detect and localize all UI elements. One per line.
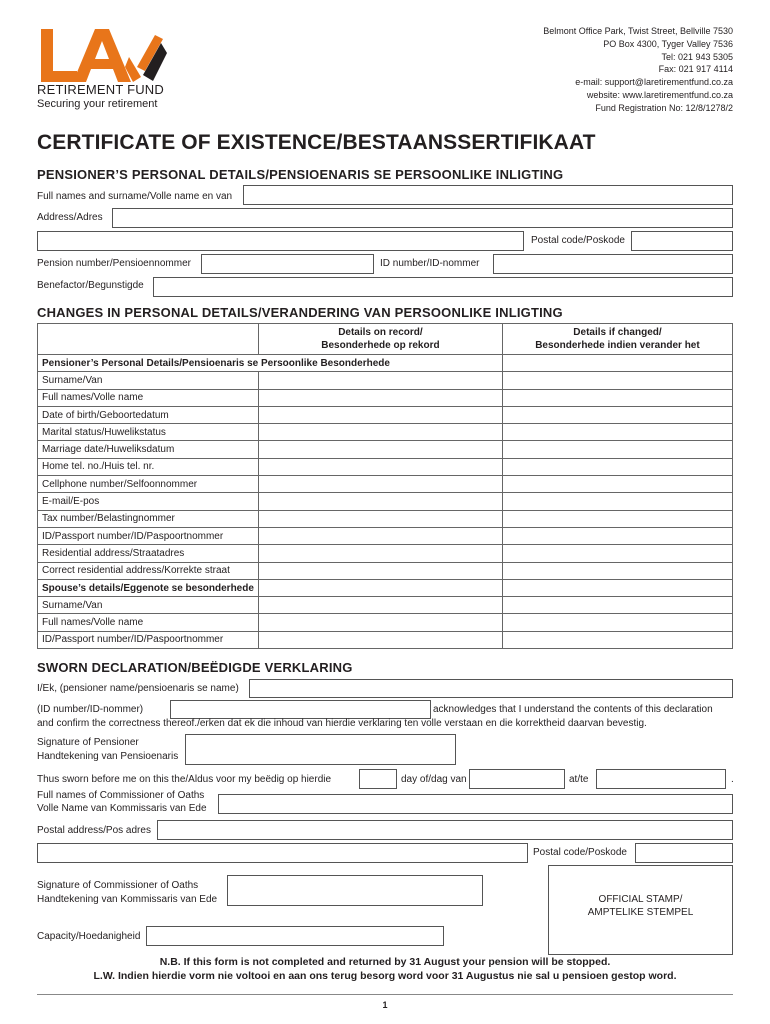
beneficiary-input[interactable] <box>153 277 733 297</box>
row-label: Correct residential address/Korrekte straat <box>38 562 259 579</box>
sworn-heading: SWORN DECLARATION/BEËDIGDE VERKLARING <box>37 660 353 675</box>
row-label: Tax number/Belastingnommer <box>38 510 259 527</box>
row-label: Surname/Van <box>38 597 259 614</box>
commissioner-label-2: Volle Name van Kommissaris van Ede <box>37 803 207 814</box>
changed-cell[interactable] <box>502 562 732 579</box>
section-pensioner-label: Pensioner’s Personal Details/Pensioenaris se Persoonlike Besonderhede <box>38 355 503 372</box>
changed-cell[interactable] <box>502 372 732 389</box>
row-label: Date of birth/Geboortedatum <box>38 406 259 423</box>
sworn-postal-code-label: Postal code/Poskode <box>533 847 627 858</box>
table-row <box>38 631 733 648</box>
section-spouse-blank <box>258 579 502 596</box>
changed-cell[interactable] <box>502 406 732 423</box>
record-cell[interactable] <box>258 476 502 493</box>
row-label: ID/Passport number/ID/Paspoortnommer <box>38 631 259 648</box>
pensioner-name-label: I/Ek, (pensioner name/pensioenaris se name) <box>37 683 239 694</box>
address-input-line2[interactable] <box>37 231 524 251</box>
changed-cell[interactable] <box>502 510 732 527</box>
table-row <box>38 424 733 441</box>
postal-address-input-line1[interactable] <box>157 820 733 840</box>
contact-po-box: PO Box 4300, Tyger Valley 7536 <box>603 38 733 49</box>
id-number-label: ID number/ID-nommer <box>380 258 480 269</box>
address-label: Address/Adres <box>37 212 103 223</box>
record-cell[interactable] <box>258 424 502 441</box>
sworn-id-input[interactable] <box>170 700 431 719</box>
changes-heading: CHANGES IN PERSONAL DETAILS/VERANDERING VAN PERSOONLIKE INLIGTING <box>37 305 563 320</box>
table-row <box>38 389 733 406</box>
stamp-label-2: AMPTELIKE STEMPEL <box>587 907 694 918</box>
row-label: E-mail/E-pos <box>38 493 259 510</box>
row-label: Surname/Van <box>38 372 259 389</box>
page-number: 1 <box>382 1000 388 1010</box>
changes-table <box>37 323 733 649</box>
footer-divider <box>37 994 733 995</box>
day-of-label: day of/dag van <box>401 774 467 785</box>
personal-heading: PENSIONER’S PERSONAL DETAILS/PENSIOENARIS SE PERSOONLIKE INLIGTING <box>37 167 564 182</box>
address-input-line1[interactable] <box>112 208 733 228</box>
changed-cell[interactable] <box>502 458 732 475</box>
record-cell[interactable] <box>258 441 502 458</box>
confirm-text: and confirm the correctness thereof./erken dat ek die inhoud van hierdie verklaring ten volle verstaan en die korrektheid daarvan bevestig. <box>37 718 647 729</box>
sworn-id-label: (ID number/ID-nommer) <box>37 704 144 715</box>
header-record-line2: Besonderhede op rekord <box>321 340 440 351</box>
place-input[interactable] <box>596 769 726 789</box>
record-cell[interactable] <box>258 631 502 648</box>
sig-pensioner-input[interactable] <box>185 734 456 765</box>
capacity-label: Capacity/Hoedanigheid <box>37 931 141 942</box>
header-changed-line2: Besonderhede indien verander het <box>535 340 700 351</box>
changed-cell[interactable] <box>502 597 732 614</box>
row-label: Full names/Volle name <box>38 389 259 406</box>
header-record-line1: Details on record/ <box>338 327 423 338</box>
section-spouse-label: Spouse’s details/Eggenote se besonderhede <box>38 579 259 596</box>
postal-code-label: Postal code/Poskode <box>531 235 625 246</box>
at-label: at/te <box>569 774 589 785</box>
logo-name: RETIREMENT FUND <box>37 82 164 97</box>
sig-pensioner-label-2: Handtekening van Pensioenaris <box>37 751 179 762</box>
stamp-label-1: OFFICIAL STAMP/ <box>598 894 683 905</box>
record-cell[interactable] <box>258 510 502 527</box>
contact-email: e-mail: support@laretirementfund.co.za <box>575 77 733 88</box>
table-row <box>38 562 733 579</box>
changed-cell[interactable] <box>502 424 732 441</box>
logo-tagline: Securing your retirement <box>37 98 158 110</box>
sig-commissioner-label-1: Signature of Commissioner of Oaths <box>37 880 199 891</box>
id-number-input[interactable] <box>493 254 733 274</box>
header-changed-line1: Details if changed/ <box>573 327 662 338</box>
thus-sworn-label: Thus sworn before me on this the/Aldus voor my beëdig op hierdie <box>37 774 332 785</box>
changed-cell[interactable] <box>502 389 732 406</box>
section-spouse-row <box>38 579 733 596</box>
pension-number-label: Pension number/Pensioennommer <box>37 258 191 269</box>
row-label: Marriage date/Huweliksdatum <box>38 441 259 458</box>
table-row <box>38 597 733 614</box>
sig-commissioner-label-2: Handtekening van Kommissaris van Ede <box>37 894 218 905</box>
postal-code-input[interactable] <box>631 231 733 251</box>
record-cell[interactable] <box>258 406 502 423</box>
row-label: ID/Passport number/ID/Paspoortnommer <box>38 527 259 544</box>
table-row <box>38 510 733 527</box>
day-input[interactable] <box>359 769 397 789</box>
record-cell[interactable] <box>258 372 502 389</box>
changed-cell[interactable] <box>502 441 732 458</box>
record-cell[interactable] <box>258 545 502 562</box>
table-row <box>38 614 733 631</box>
commissioner-name-input[interactable] <box>218 794 733 814</box>
page-title: CERTIFICATE OF EXISTENCE/BESTAANSSERTIFIKAAT <box>37 131 596 154</box>
table-row <box>38 406 733 423</box>
table-row <box>38 527 733 544</box>
changed-cell[interactable] <box>502 493 732 510</box>
contact-fax: Fax: 021 917 4114 <box>658 64 733 75</box>
changed-cell[interactable] <box>502 527 732 544</box>
contact-website: website: www.laretirementfund.co.za <box>586 89 733 100</box>
capacity-input[interactable] <box>146 926 444 946</box>
sig-pensioner-label-1: Signature of Pensioner <box>37 737 139 748</box>
header-blank-cell <box>38 324 259 355</box>
record-cell[interactable] <box>258 458 502 475</box>
changes-header-row <box>38 324 733 355</box>
changed-cell[interactable] <box>502 614 732 631</box>
beneficiary-label: Benefactor/Begunstigde <box>37 280 144 291</box>
section-pensioner-row <box>38 355 733 372</box>
full-names-input[interactable] <box>243 185 733 205</box>
row-label: Marital status/Huwelikstatus <box>38 424 259 441</box>
sworn-postal-code-input[interactable] <box>635 843 733 863</box>
logo <box>37 27 172 113</box>
table-row <box>38 545 733 562</box>
table-row <box>38 372 733 389</box>
note-afrikaans: L.W. Indien hierdie vorm nie voltooi en aan ons terug besorg word voor 31 Augustus nie sal u pensioen gestop word. <box>93 970 677 982</box>
header-record <box>258 324 502 355</box>
contact-registration: Fund Registration No: 12/8/1278/2 <box>595 102 733 113</box>
note-english: N.B. If this form is not completed and returned by 31 August your pension will be stopped. <box>159 956 611 968</box>
table-row <box>38 476 733 493</box>
postal-address-input-line2[interactable] <box>37 843 528 863</box>
section-pensioner-blank <box>502 355 732 372</box>
record-cell[interactable] <box>258 389 502 406</box>
pensioner-name-input[interactable] <box>249 679 733 698</box>
month-input[interactable] <box>469 769 565 789</box>
header-changed <box>502 324 732 355</box>
table-row <box>38 493 733 510</box>
logo-mark <box>37 27 172 85</box>
table-row <box>38 441 733 458</box>
record-cell[interactable] <box>258 597 502 614</box>
record-cell[interactable] <box>258 562 502 579</box>
contact-address: Belmont Office Park, Twist Street, Bellville 7530 <box>543 26 733 36</box>
sig-commissioner-input[interactable] <box>227 875 483 906</box>
changed-cell[interactable] <box>502 545 732 562</box>
record-cell[interactable] <box>258 527 502 544</box>
row-label: Cellphone number/Selfoonnommer <box>38 476 259 493</box>
row-label: Home tel. no./Huis tel. nr. <box>38 458 259 475</box>
full-names-label: Full names and surname/Volle name en van <box>37 191 233 202</box>
changed-cell[interactable] <box>502 631 732 648</box>
sworn-period: . <box>731 774 734 785</box>
record-cell[interactable] <box>258 493 502 510</box>
table-row <box>38 458 733 475</box>
row-label: Residential address/Straatadres <box>38 545 259 562</box>
postal-address-label: Postal address/Pos adres <box>37 825 151 836</box>
section-spouse-blank <box>502 579 732 596</box>
record-cell[interactable] <box>258 614 502 631</box>
acknowledge-text: acknowledges that I understand the contents of this declaration <box>433 704 713 715</box>
pension-number-input[interactable] <box>201 254 374 274</box>
changed-cell[interactable] <box>502 476 732 493</box>
official-stamp-box <box>548 865 733 955</box>
row-label: Full names/Volle name <box>38 614 259 631</box>
commissioner-label-1: Full names of Commissioner of Oaths <box>37 790 205 801</box>
contact-block <box>543 25 733 115</box>
contact-tel: Tel: 021 943 5305 <box>661 51 733 62</box>
